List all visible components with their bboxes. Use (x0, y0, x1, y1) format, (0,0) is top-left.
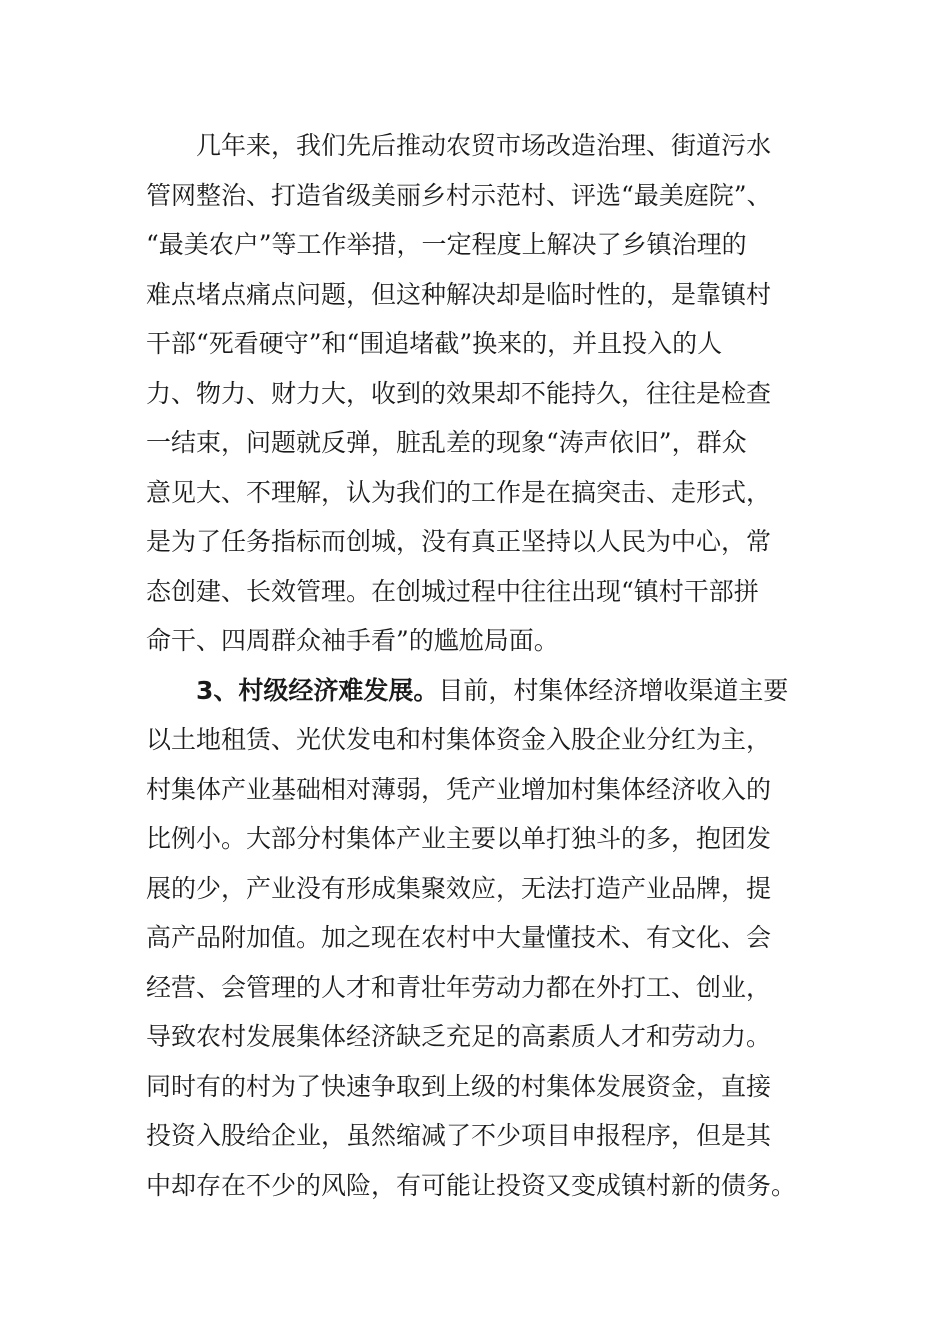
paragraph-line: 同时有的村为了快速争取到上级的村集体发展资金，直接 (146, 1072, 772, 1101)
paragraph-first-line (196, 671, 788, 711)
paragraph-text: 目前，村集体经济增收渠道主要 (438, 676, 789, 705)
paragraph-line: 投资入股给企业，虽然缩减了不少项目申报程序，但是其 (146, 1121, 772, 1150)
paragraph-line: 展的少，产业没有形成集聚效应，无法打造产业品牌，提 (146, 874, 772, 903)
paragraph-line: 一结束，问题就反弹，脏乱差的现象“涛声依旧”，群众 (146, 428, 747, 457)
paragraph-line: 力、物力、财力大，收到的效果却不能持久，往往是检查 (146, 379, 772, 408)
paragraph-line: 意见大、不理解，认为我们的工作是在搞突击、走形式， (146, 478, 772, 507)
paragraph-line: 命干、四周群众袖手看”的尴尬局面。 (146, 626, 559, 655)
paragraph-line: 是为了任务指标而创城，没有真正坚持以人民为中心，常 (146, 527, 772, 556)
paragraph-line: 经营、会管理的人才和青壮年劳动力都在外打工、创业， (146, 973, 772, 1002)
paragraph-line: 村集体产业基础相对薄弱，凭产业增加村集体经济收入的 (146, 775, 772, 804)
paragraph-line: 态创建、长效管理。在创城过程中往往出现“镇村干部拼 (146, 577, 759, 606)
section-heading: 3、村级经济难发展。 (196, 676, 439, 705)
paragraph-line: 干部“死看硬守”和“围追堵截”换来的，并且投入的人 (146, 329, 723, 358)
paragraph-line: 高产品附加值。加之现在农村中大量懂技术、有文化、会 (146, 923, 772, 952)
paragraph-line: 比例小。大部分村集体产业主要以单打独斗的多，抱团发 (146, 824, 772, 853)
paragraph-line: 导致农村发展集体经济缺乏充足的高素质人才和劳动力。 (146, 1022, 772, 1051)
paragraph-line: 几年来，我们先后推动农贸市场改造治理、街道污水 (196, 131, 772, 160)
paragraph-line: 管网整治、打造省级美丽乡村示范村、评选“最美庭院”、 (146, 181, 772, 210)
paragraph-line: 难点堵点痛点问题，但这种解决却是临时性的，是靠镇村 (146, 280, 772, 309)
paragraph-line: “最美农户”等工作举措，一定程度上解决了乡镇治理的 (146, 230, 747, 259)
paragraph-line: 中却存在不少的风险，有可能让投资又变成镇村新的债务。 (146, 1171, 797, 1200)
paragraph-line: 以土地租赁、光伏发电和村集体资金入股企业分红为主， (146, 725, 772, 754)
